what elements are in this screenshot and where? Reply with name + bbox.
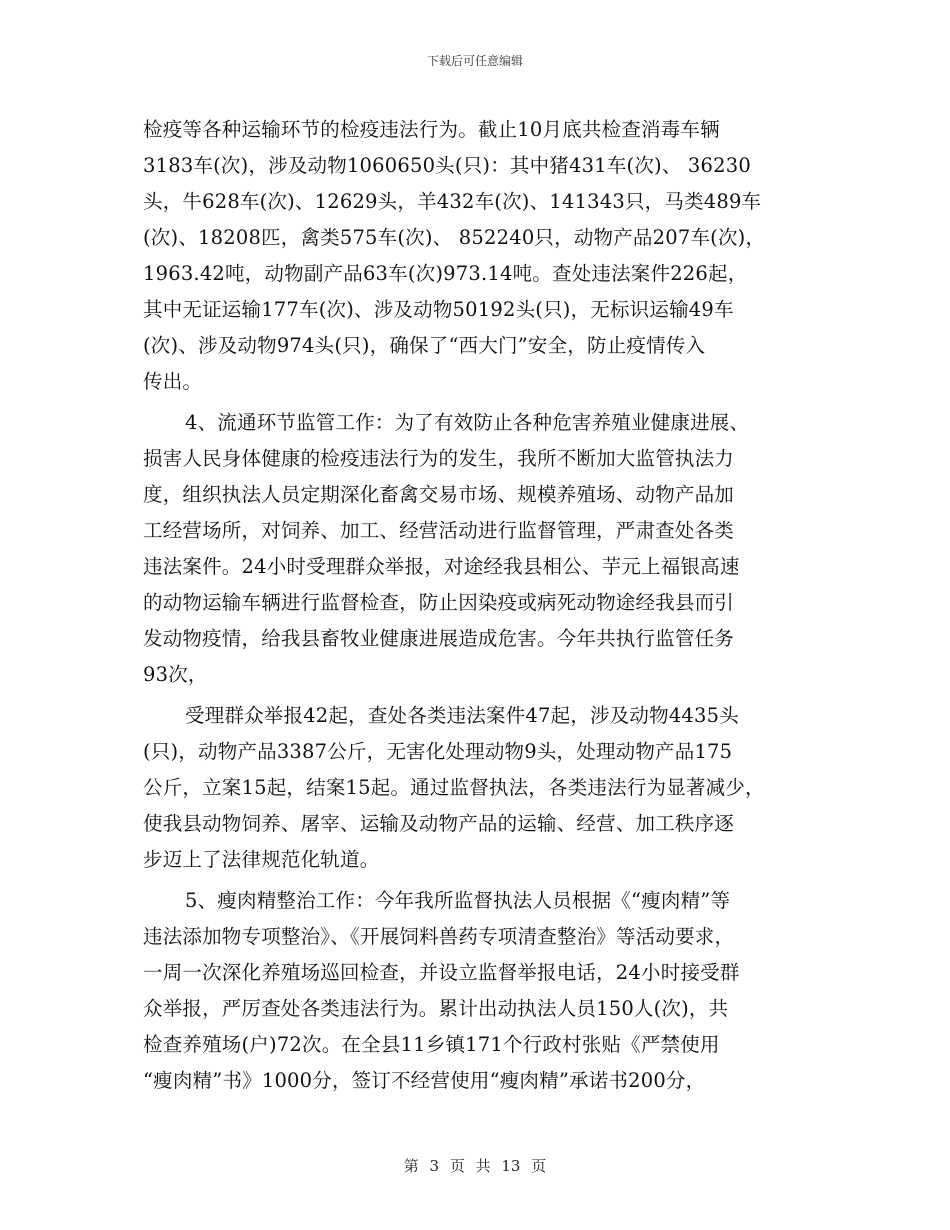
text-line: (只)，动物产品3387公斤，无害化处理动物9头，处理动物产品175 xyxy=(143,740,733,763)
text-line: 检查养殖场(户)72次。在全县11乡镇171个行政村张贴《严禁使用 xyxy=(143,1033,720,1056)
text-line: (次)、18208匹，禽类575车(次)、 852240只，动物产品207车(次)， xyxy=(143,226,766,249)
text-line: 受理群众举报42起，查处各类违法案件47起，涉及动物4435头 xyxy=(185,704,739,727)
text-line: “瘦肉精”书》1000分，签订不经营使用“瘦肉精”承诺书200分， xyxy=(143,1069,706,1092)
text-line: 众举报，严厉查处各类违法行为。累计出动执法人员150人(次)，共 xyxy=(143,997,729,1020)
text-line: (次)、涉及动物974头(只)，确保了“西大门”安全，防止疫情传入 xyxy=(143,334,706,357)
text-line: 4、流通环节监管工作：为了有效防止各种危害养殖业健康进展、 xyxy=(185,411,750,434)
text-line: 违法案件。24小时受理群众举报，对途经我县相公、芋元上福银高速 xyxy=(143,555,740,578)
text-line: 的动物运输车辆进行监督检查，防止因染疫或病死动物途经我县而引 xyxy=(143,591,735,614)
text-line: 其中无证运输177车(次)、涉及动物50192头(只)，无标识运输49车 xyxy=(143,298,734,321)
text-line: 5、瘦肉精整治工作：今年我所监督执法人员根据《“瘦肉精”等 xyxy=(185,889,731,912)
document-body xyxy=(143,112,823,1104)
paragraph-report-handling xyxy=(143,698,823,878)
text-line: 工经营场所，对饲养、加工、经营活动进行监督管理，严肃查处各类 xyxy=(143,519,735,542)
paragraph-circulation-supervision xyxy=(143,405,823,693)
text-line: 传出。 xyxy=(143,370,203,393)
text-line: 一周一次深化养殖场巡回检查，并设立监督举报电话，24小时接受群 xyxy=(143,961,740,984)
text-line: 检疫等各种运输环节的检疫违法行为。截止10月底共检查消毒车辆 xyxy=(143,118,720,141)
text-line: 3183车(次)，涉及动物1060650头(只)：其中猪431车(次)、 36230 xyxy=(143,154,751,177)
text-line: 发动物疫情，给我县畜牧业健康进展造成危害。今年共执行监管任务 xyxy=(143,627,735,650)
text-line: 度，组织执法人员定期深化畜禽交易市场、规模养殖场、动物产品加 xyxy=(143,483,735,506)
text-line: 1963.42吨，动物副产品63车(次)973.14吨。查处违法案件226起， xyxy=(143,262,748,285)
text-line: 93次， xyxy=(143,663,208,686)
text-line: 公斤，立案15起，结案15起。通过监督执法，各类违法行为显著减少， xyxy=(143,776,765,799)
text-line: 违法添加物专项整治》、《开展饲料兽药专项清查整治》等活动要求， xyxy=(143,925,735,948)
text-line: 头，牛628车(次)、12629头，羊432车(次)、141343只，马类489车 xyxy=(143,190,762,213)
paragraph-clenbuterol-rectification xyxy=(143,883,823,1099)
page-number-footer: 第 3 页 共 13 页 xyxy=(403,1157,547,1175)
text-line: 使我县动物饲养、屠宰、运输及动物产品的运输、经营、加工秩序逐 xyxy=(143,812,735,835)
text-line: 损害人民身体健康的检疫违法行为的发生，我所不断加大监管执法力 xyxy=(143,447,735,470)
page-header: 下载后可任意编辑 xyxy=(426,54,523,68)
paragraph-transport-inspection xyxy=(143,112,823,400)
text-line: 步迈上了法律规范化轨道。 xyxy=(143,848,380,871)
